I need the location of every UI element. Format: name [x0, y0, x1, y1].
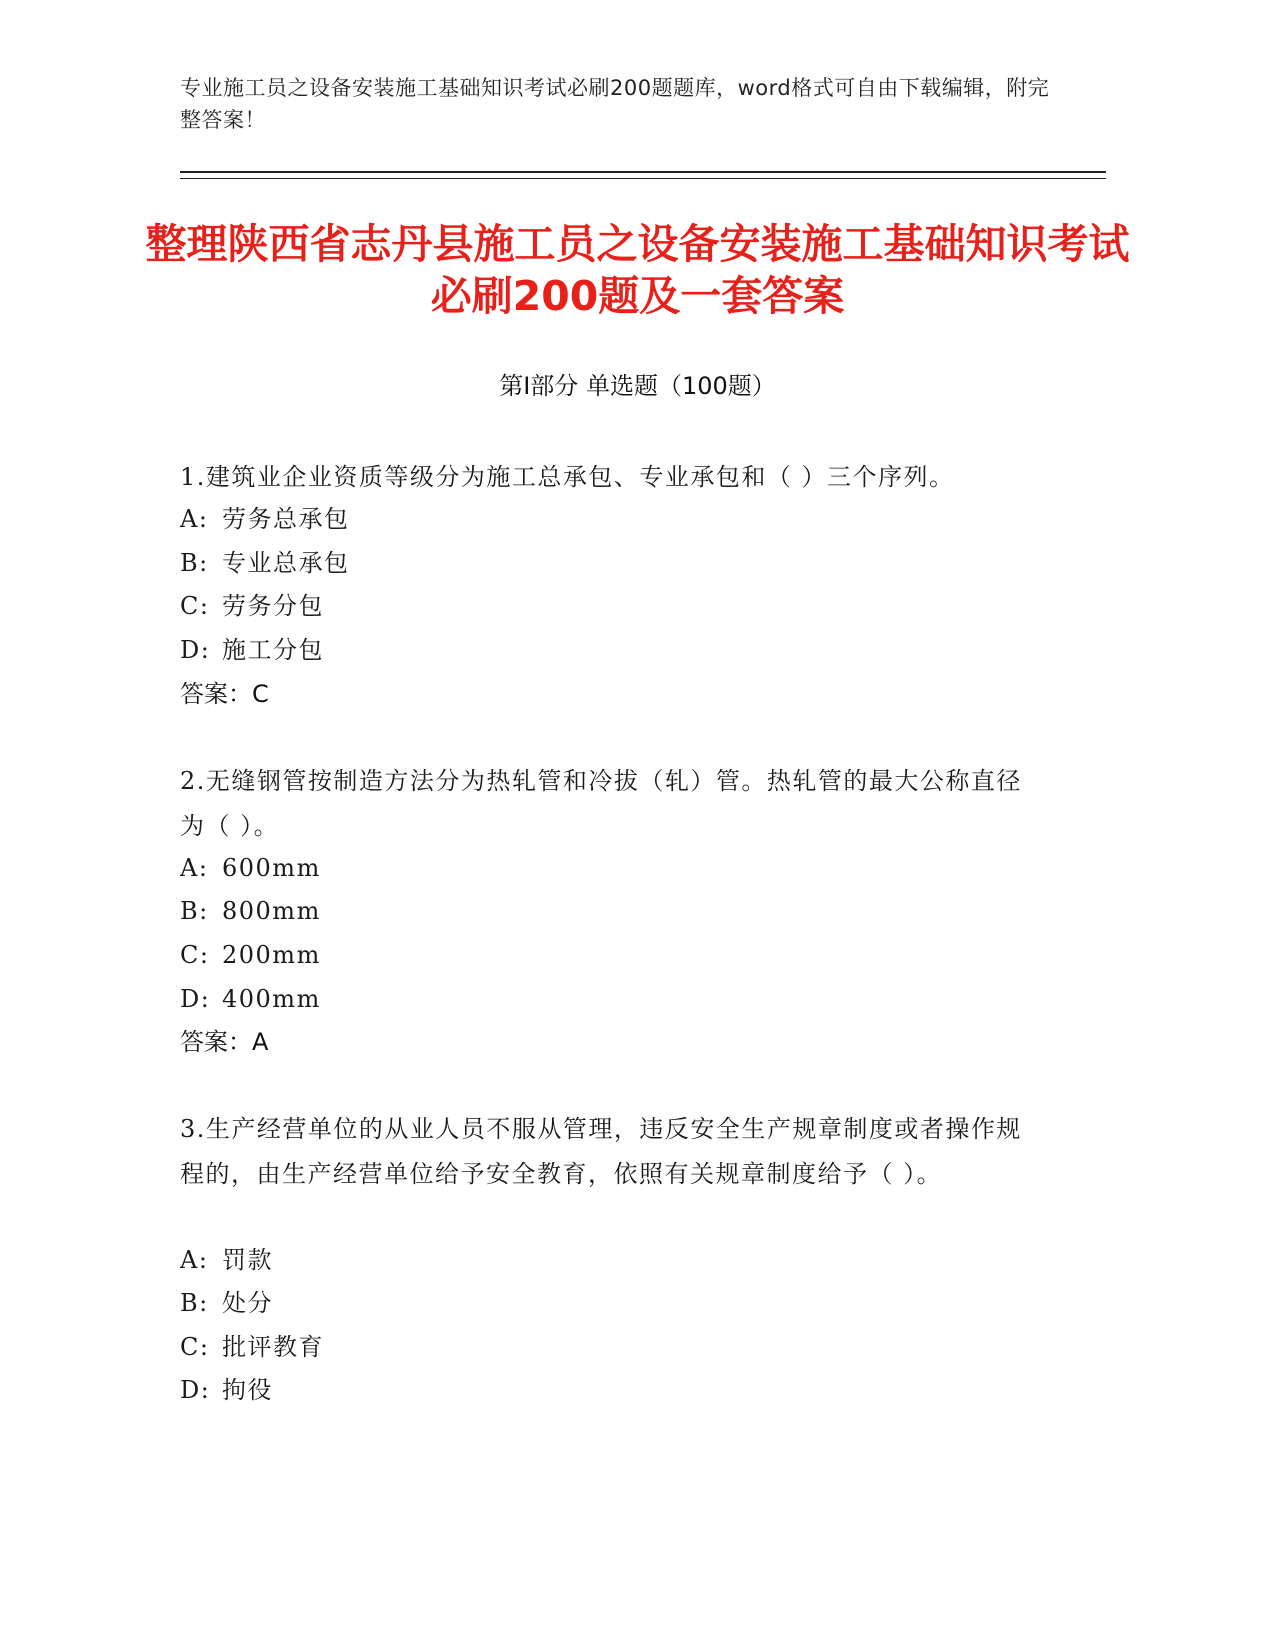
question-1-option-b	[180, 543, 1040, 583]
question-3-option-a	[180, 1240, 1040, 1280]
option-letter: C:	[180, 592, 210, 620]
option-letter: B:	[180, 1289, 209, 1317]
question-2-option-a	[180, 848, 1040, 888]
option-letter: B:	[180, 897, 209, 925]
option-text: 200mm	[222, 941, 321, 969]
option-text: 施工分包	[222, 636, 324, 664]
option-letter: C:	[180, 941, 210, 969]
option-letter: A:	[180, 505, 209, 533]
option-text: 800mm	[222, 897, 321, 925]
question-2-option-c	[180, 935, 1040, 975]
option-text: 专业总承包	[222, 549, 350, 577]
option-letter: B:	[180, 549, 209, 577]
option-letter: D:	[180, 636, 211, 664]
option-text: 罚款	[222, 1246, 273, 1274]
option-text: 劳务分包	[222, 592, 324, 620]
question-3-option-d	[180, 1370, 1040, 1410]
option-letter: A:	[180, 1246, 209, 1274]
question-1-text: 1.建筑业企业资质等级分为施工总承包、专业承包和（ ）三个序列。	[180, 463, 955, 491]
header-rule-thick	[180, 171, 1106, 173]
question-1-option-d	[180, 630, 1040, 670]
question-1-option-a	[180, 499, 1040, 539]
option-letter: D:	[180, 1376, 211, 1404]
option-letter: D:	[180, 985, 211, 1013]
question-2-option-d	[180, 979, 1040, 1019]
document-title: 整理陕西省志丹县施工员之设备安装施工基础知识考试必刷200题及一套答案	[145, 220, 1130, 320]
question-3-option-b	[180, 1283, 1040, 1323]
header-note: 专业施工员之设备安装施工基础知识考试必刷200题题库，word格式可自由下载编辑，附完整答案！	[180, 76, 1050, 132]
question-1-answer: 答案：C	[180, 680, 269, 708]
option-text: 400mm	[222, 985, 321, 1013]
question-3-option-c	[180, 1327, 1040, 1367]
option-text: 劳务总承包	[222, 505, 350, 533]
section-heading: 第Ⅰ部分 单选题（100题）	[499, 372, 776, 400]
option-text: 拘役	[222, 1376, 273, 1404]
question-2-answer: 答案：A	[180, 1028, 269, 1056]
option-letter: A:	[180, 854, 209, 882]
option-text: 600mm	[222, 854, 321, 882]
option-text: 处分	[222, 1289, 273, 1317]
option-letter: C:	[180, 1333, 210, 1361]
question-2-option-b	[180, 891, 1040, 931]
question-1-option-c	[180, 586, 1040, 626]
header-rule-thin	[180, 178, 1106, 179]
question-2-text: 2.无缝钢管按制造方法分为热轧管和冷拔（轧）管。热轧管的最大公称直径为（ ）。	[180, 767, 1022, 840]
option-text: 批评教育	[222, 1333, 324, 1361]
question-3-text: 3.生产经营单位的从业人员不服从管理，违反安全生产规章制度或者操作规程的，由生产经营单位给予安全教育，依照有关规章制度给予（ ）。	[180, 1115, 1022, 1188]
